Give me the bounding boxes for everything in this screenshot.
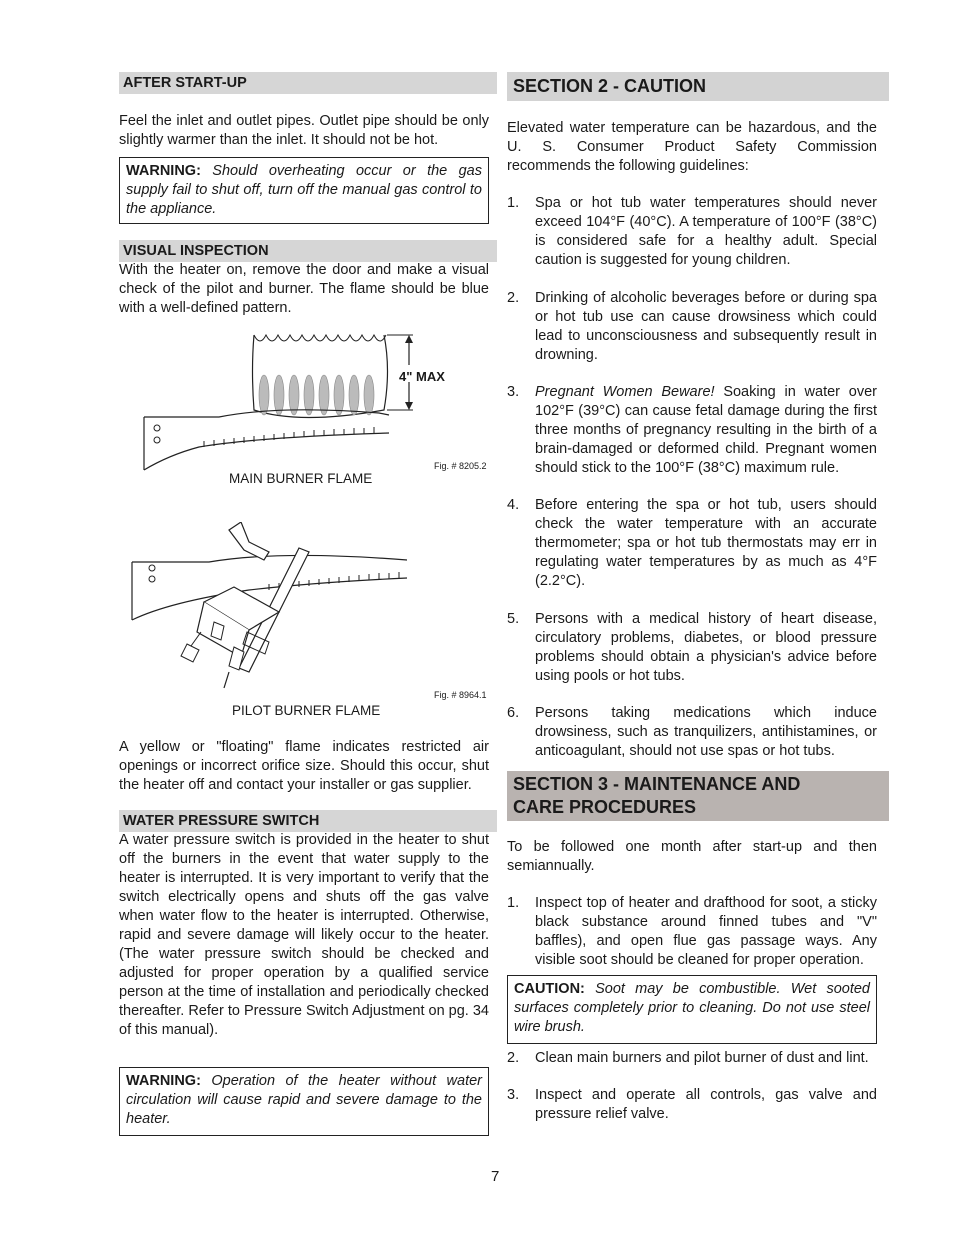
caution-box-soot xyxy=(507,975,877,1044)
list-text: Clean main burners and pilot burner of dust and lint. xyxy=(535,1050,869,1066)
figure2-number: Fig. # 8964.1 xyxy=(434,690,487,700)
list-text: Soaking in water over 102°F (39°C) can cause fetal damage during the first three months of pregnancy resulting in the birth of a brain-damaged or deformed child. Pregnant women should stick to the 100°F (38°C) maximum rule. xyxy=(535,384,877,476)
list-emphasis: Pregnant Women Beware! xyxy=(535,384,715,400)
list-number: 3. xyxy=(507,384,520,400)
page-number: 7 xyxy=(491,1168,500,1185)
after-startup-heading: AFTER START-UP xyxy=(119,72,497,94)
list-text: Spa or hot tub water temperatures should never exceed 104°F (40°C). A temperature of 100°F (38°C) is considered safe for a healthy adult. Special caution is suggested for young children. xyxy=(535,195,877,268)
list-item xyxy=(507,289,877,365)
section2-intro: Elevated water temperature can be hazardous, and the U. S. Consumer Product Safety Commission recommends the following guidelines: xyxy=(507,120,877,174)
visual-inspection-text: With the heater on, remove the door and make a visual check of the pilot and burner. The flame should be blue with a well-defined pattern. xyxy=(119,262,489,316)
maintenance-list-continued xyxy=(507,1049,877,1124)
visual-inspection-heading: VISUAL INSPECTION xyxy=(119,240,497,262)
warning-label: WARNING: xyxy=(126,1073,201,1089)
list-number: 4. xyxy=(507,497,520,513)
caution-label: CAUTION: xyxy=(514,981,585,997)
pilot-burner-flame-figure xyxy=(129,522,411,694)
list-number: 2. xyxy=(507,1050,520,1066)
max-height-label: 4" MAX xyxy=(399,369,445,384)
section3-heading xyxy=(507,771,889,821)
water-pressure-text: A water pressure switch is provided in the heater to shut off the burners in the event that water supply to the heater is interrupted. It is very important to verify that the switch electrically opens and shuts off the gas valve when water flow to the heater is interrupted. Otherwise, rapid and severe damage will likely occur to the heater. (The water pressure switch should be checked and adjusted for proper operation by a qualified service person at the time of installation and periodically checked thereafter. Refer to Pressure Switch Adjustment on pg. 34 of this manual). xyxy=(119,832,489,1038)
list-item xyxy=(507,610,877,686)
list-item xyxy=(507,496,877,591)
section3-heading-line2: CARE PROCEDURES xyxy=(513,797,697,817)
list-number: 1. xyxy=(507,895,520,911)
caution-list xyxy=(507,194,877,761)
warning-label: WARNING: xyxy=(126,163,201,179)
list-text: Drinking of alcoholic beverages before or during spa or hot tub use can cause drowsiness which could lead to unconsciousness and subsequently result in drowning. xyxy=(535,290,877,363)
list-item xyxy=(507,1086,877,1124)
main-burner-flame-figure xyxy=(139,325,491,475)
list-number: 1. xyxy=(507,195,520,211)
list-item xyxy=(507,704,877,761)
list-item xyxy=(507,894,877,970)
figure1-caption: MAIN BURNER FLAME xyxy=(229,471,373,486)
warning-text: Should overheating occur or the gas supply fail to shut off, turn off the manual gas control to the appliance. xyxy=(126,163,482,217)
list-text: Persons with a medical history of heart disease, circulatory problems, diabetes, or blood pressure problems should obtain a physician's advice before using pools or hot tubs. xyxy=(535,611,877,684)
list-number: 3. xyxy=(507,1087,520,1103)
list-text: Inspect and operate all controls, gas valve and pressure relief valve. xyxy=(535,1087,877,1122)
caution-text: Soot may be combustible. Wet sooted surfaces completely prior to cleaning. Do not use steel wire brush. xyxy=(514,981,870,1035)
figure1-number: Fig. # 8205.2 xyxy=(434,461,487,471)
warning-text: Operation of the heater without water circulation will cause rapid and severe damage to the heater. xyxy=(126,1073,482,1127)
section2-heading: SECTION 2 - CAUTION xyxy=(507,72,889,101)
flame-warning-text: A yellow or "floating" flame indicates restricted air openings or incorrect orifice size. Should this occur, shut the heater off and contact your installer or gas supplier. xyxy=(119,739,489,793)
list-item xyxy=(507,194,877,270)
list-text: Persons taking medications which induce drowsiness, such as tranquilizers, antihistamines, or anticoagulant, should not use spas or hot tubs. xyxy=(535,705,877,759)
warning-box-circulation xyxy=(119,1067,489,1136)
list-item xyxy=(507,383,877,478)
list-text: Before entering the spa or hot tub, users should check the water temperature with an accurate thermometer; spa or hot tub thermostats may err in regulating water temperatures by as much as 4°F (2.2°C). xyxy=(535,497,877,589)
warning-box-overheating xyxy=(119,157,489,224)
list-text: Inspect top of heater and drafthood for soot, a sticky black substance around finned tubes and "V" baffles), and open flue gas passage ways. Any visible soot should be cleaned for proper operation. xyxy=(535,895,877,968)
list-number: 5. xyxy=(507,611,520,627)
maintenance-list xyxy=(507,894,877,970)
figure2-caption: PILOT BURNER FLAME xyxy=(232,703,381,718)
after-startup-text: Feel the inlet and outlet pipes. Outlet pipe should be only slightly warmer than the inlet. It should not be hot. xyxy=(119,113,489,148)
water-pressure-heading: WATER PRESSURE SWITCH xyxy=(119,810,497,832)
list-item xyxy=(507,1049,877,1068)
list-number: 6. xyxy=(507,705,520,721)
section3-heading-line1: SECTION 3 - MAINTENANCE AND xyxy=(513,774,801,794)
list-number: 2. xyxy=(507,290,520,306)
section3-intro: To be followed one month after start-up and then semiannually. xyxy=(507,839,877,874)
